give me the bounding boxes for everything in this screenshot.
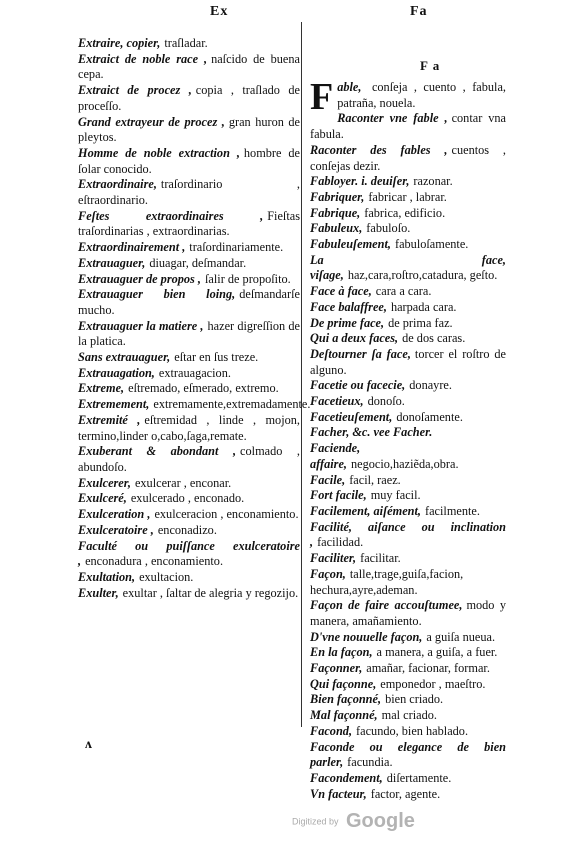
dictionary-entry (310, 661, 506, 677)
entry-headword: able, (337, 80, 362, 94)
entry-headword: Facile, (310, 472, 346, 487)
dictionary-entry (310, 284, 506, 300)
entry-headword: Facetie ou facecie, (310, 378, 406, 393)
section-title: F a (420, 58, 441, 73)
entry-translation: donoſamente. (396, 409, 463, 424)
dictionary-entry (310, 221, 506, 237)
entry-translation: harpada cara. (390, 299, 457, 314)
entry-headword: Facher, &c. vee Facher. (310, 425, 433, 440)
dictionary-entry (78, 146, 300, 177)
dictionary-entry (310, 206, 506, 222)
entry-headword: Extrauaguer la matiere , (78, 318, 204, 333)
first-entry (310, 76, 507, 118)
dictionary-entry (78, 586, 300, 602)
entry-translation: exultar , ſaltar de alegria y regozijo. (122, 585, 299, 600)
entry-headword: Exulceration , (78, 507, 151, 522)
dictionary-entry (310, 473, 506, 489)
entry-headword: Facilité, aiſance ou inclination , (310, 519, 506, 550)
entry-headword: Qui a deux faces, (310, 331, 399, 346)
entry-translation: diſertamente. (386, 770, 452, 785)
entry-headword: Mal façonné, (310, 708, 378, 723)
dictionary-entry (310, 394, 506, 410)
entry-headword: Extrauaguer de propos , (78, 271, 201, 286)
entry-translation: facilmente. (425, 503, 480, 518)
entry-headword: Facetieux, (310, 394, 364, 409)
dictionary-entry (78, 36, 300, 52)
entry-headword: Sans extrauaguer, (78, 350, 171, 365)
entry-headword: Fabriquer, (310, 189, 365, 204)
entry-translation: ſalir de propoſito. (205, 271, 291, 286)
dictionary-entry (310, 316, 506, 332)
entry-translation: facilitar. (360, 551, 401, 566)
dictionary-entry (310, 174, 506, 190)
entry-translation: a manera, a guiſa, a fuer. (376, 645, 498, 660)
entry-headword: Grand extrayeur de procez , (78, 114, 225, 129)
entry-translation: facundia. (347, 755, 393, 770)
entry-headword: Fabuleux, (310, 221, 363, 236)
dictionary-entry (310, 724, 506, 740)
entry-headword: Raconter vne fable , (337, 111, 448, 126)
entry-headword: Faciende, affaire, (310, 441, 361, 471)
entry-translation: razonar. (413, 174, 453, 189)
entry-translation: diuagar, deſmandar. (149, 255, 247, 270)
entry-headword: Extraordinaire, (78, 177, 157, 192)
dictionary-entry (310, 692, 506, 708)
dictionary-entry (78, 240, 300, 256)
entry-translation: hombre de ſolar conocido. (78, 145, 300, 176)
entry-headword: Extremement, (78, 397, 150, 412)
dictionary-entry (78, 523, 300, 539)
entry-translation: de prima faz. (388, 315, 453, 330)
entry-translation: haz,cara,roſtro,catadura, geſto. (347, 268, 498, 283)
entry-translation: de dos caras. (402, 331, 466, 346)
dictionary-entry (310, 551, 506, 567)
dictionary-entry (310, 111, 506, 142)
dictionary-entry (78, 350, 300, 366)
dictionary-entry (78, 115, 300, 146)
left-column (78, 36, 311, 601)
entry-headword: Fabrique, (310, 205, 361, 220)
dictionary-entry (310, 237, 506, 253)
entry-translation: donayre. (409, 378, 452, 393)
dictionary-entry (310, 598, 506, 629)
dictionary-entry (78, 413, 300, 444)
entry-translation: modo y manera, amañamiento. (310, 598, 506, 628)
entry-translation: traſordinariamente. (189, 240, 284, 255)
entry-headword: Feſtes extraordinaires , (78, 208, 264, 223)
entry-headword: Exulceratoire , (78, 522, 154, 537)
dictionary-entry (78, 256, 300, 272)
dictionary-entry (310, 410, 506, 426)
dictionary-entry (310, 630, 506, 646)
entry-headword: Extreme, (78, 381, 125, 396)
entry-translation: conſeja , cuento , fabula, patraña, nouela. (337, 80, 507, 110)
google-logo: Google (345, 810, 415, 832)
dictionary-entry (310, 425, 506, 441)
dictionary-entry (78, 444, 300, 475)
entry-translation: bien criado. (385, 692, 444, 707)
dictionary-entry (78, 319, 300, 350)
dictionary-entry (310, 300, 506, 316)
dictionary-entry (78, 366, 300, 382)
entry-headword: Extraire, copier, (78, 36, 161, 50)
dictionary-entry (310, 347, 506, 378)
entry-headword: Facond, (310, 723, 353, 738)
entry-headword: Faconde ou elegance de bien parler, (310, 739, 506, 770)
entry-translation: fabuloſo. (366, 221, 411, 236)
entry-headword: Faculté ou puiſſance exulceratoire , (78, 538, 300, 569)
running-head-right: Fa (410, 4, 428, 19)
entry-headword: Fort facile, (310, 488, 367, 503)
dictionary-entry (310, 520, 506, 551)
dictionary-entry (78, 83, 300, 114)
entry-headword: Qui façonne, (310, 676, 377, 691)
entry-translation: mal criado. (381, 708, 437, 723)
dictionary-entry (310, 253, 506, 284)
entry-headword: Extraict de noble race , (78, 51, 208, 66)
entry-translation: deſmandarſe mucho. (78, 287, 300, 317)
entry-headword: Façon, (310, 566, 346, 581)
dictionary-entry (310, 143, 506, 174)
entry-translation: eſtar en ſus treze. (174, 350, 259, 365)
entry-translation: eſtremidad , linde , mojon, termino,linder o,cabo,ſaga,remate. (78, 412, 300, 443)
entry-translation: extremamente,extremadamente. (153, 397, 311, 412)
dictionary-entry (310, 331, 506, 347)
entry-translation: exulcerar , enconar. (134, 475, 232, 490)
entry-translation: exulcerado , enconado. (130, 491, 245, 506)
digitized-watermark (292, 810, 415, 833)
dictionary-entry (78, 476, 300, 492)
entry-translation: traſordinario , eſtraordinario. (78, 177, 300, 208)
dictionary-entry (310, 740, 506, 771)
entry-translation: contar vna fabula. (310, 111, 506, 142)
running-head-left: Ex (210, 4, 229, 19)
entry-headword: Exulter, (78, 585, 119, 600)
entry-translation: naſcido de buena cepa. (78, 51, 300, 82)
dictionary-entry (78, 570, 300, 586)
entry-translation: gran huron de pleytos. (78, 114, 301, 145)
entry-translation: Fieſtas traſordinarias , extraordinarias. (78, 208, 300, 239)
entry-translation: fabricar , labrar. (368, 189, 447, 204)
entry-headword: En la façon, (310, 645, 373, 660)
entry-translation: facil, raez. (349, 472, 401, 487)
entry-translation: copia , traſlado de proceſſo. (78, 83, 300, 113)
entry-headword: Extrauagation, (78, 365, 155, 380)
dictionary-entry (310, 787, 506, 803)
ink-mark: ʌ (85, 737, 92, 752)
entry-translation: enconadizo. (157, 522, 217, 537)
dictionary-entry (78, 177, 300, 208)
right-column (310, 58, 506, 802)
dictionary-entry (310, 488, 506, 504)
entry-translation: exulceracion , enconamiento. (154, 507, 299, 522)
entry-translation: a guiſa nueua. (426, 629, 496, 644)
dictionary-entry (78, 209, 300, 240)
column-divider (301, 22, 302, 727)
entry-headword: Exultation, (78, 569, 136, 584)
entry-headword: Facondement, (310, 770, 383, 785)
entry-headword: Raconter des fables , (310, 142, 448, 157)
entry-headword: La face, viſage, (310, 252, 506, 283)
entry-headword: Bien façonné, (310, 692, 382, 707)
entry-headword: Face balaffree, (310, 299, 387, 314)
entry-translation: amañar, facionar, formar. (366, 661, 490, 676)
entry-headword: Façon de faire accouſtumee, (310, 598, 463, 613)
entry-translation: fabrica, edificio. (364, 205, 446, 220)
dictionary-entry (78, 52, 300, 83)
dictionary-entry (78, 539, 300, 570)
entry-headword: Facetieuſement, (310, 409, 393, 424)
entry-translation: emponedor , maeſtro. (380, 676, 486, 691)
entry-translation: colmado , abundoſo. (78, 444, 300, 474)
entry-translation: factor, agente. (370, 786, 441, 801)
dictionary-entry (310, 708, 506, 724)
dictionary-entry (78, 287, 300, 318)
entry-translation: torcer el roſtro de alguno. (310, 346, 506, 377)
entry-headword: Fabloyer. i. deuiſer, (310, 174, 410, 189)
entry-translation: exultacion. (139, 569, 194, 584)
dictionary-entry (78, 491, 300, 507)
entry-translation: cara a cara. (375, 284, 432, 299)
dictionary-entry (310, 677, 506, 693)
entry-translation: facilidad. (317, 535, 364, 550)
dictionary-entry (78, 381, 300, 397)
entry-headword: Extrauaguer bien loing, (78, 287, 236, 302)
entry-headword: Facilement, aiſément, (310, 503, 421, 518)
dictionary-entry (78, 272, 300, 288)
entry-headword: Fabuleuſement, (310, 237, 391, 252)
dictionary-entry (78, 507, 300, 523)
entry-headword: Exuberant & abondant , (78, 444, 237, 459)
entry-headword: Extrauaguer, (78, 255, 146, 270)
entry-headword: Homme de noble extraction , (78, 145, 240, 160)
dictionary-entry (310, 504, 506, 520)
entry-headword: Exulcerer, (78, 475, 131, 490)
entry-headword: Vn facteur, (310, 786, 367, 801)
entry-translation: eſtremado, eſmerado, extremo. (128, 381, 279, 396)
dictionary-entry (310, 441, 506, 472)
entry-headword: Extraordinairement , (78, 240, 186, 255)
entry-translation: hazer digreſſion de la platica. (78, 318, 300, 349)
entry-headword: Faciliter, (310, 551, 357, 566)
entry-headword: Exulceré, (78, 491, 127, 506)
entry-translation: donoſo. (367, 394, 405, 409)
entry-translation: cuentos , conſejas dezir. (310, 142, 506, 173)
drop-cap: F (310, 76, 334, 118)
entry-headword: De prime face, (310, 315, 385, 330)
entry-headword: Face à face, (310, 284, 372, 299)
entry-translation: negocio,haziẽda,obra. (351, 456, 459, 471)
dictionary-entry (78, 397, 311, 413)
entry-headword: Extremité , (78, 412, 141, 427)
dictionary-entry (310, 190, 506, 206)
entry-translation: fabuloſamente. (394, 237, 469, 252)
digitized-by-text: Digitized by (292, 816, 339, 827)
entry-translation: talle,trage,guiſa,facion, hechura,ayre,ademan. (310, 566, 464, 597)
dictionary-entry (310, 567, 506, 598)
entry-headword: D'vne nouuelle façon, (310, 629, 423, 644)
entry-translation: extrauagacion. (158, 365, 231, 380)
entry-translation: facundo, bien hablado. (356, 723, 469, 738)
entry-headword: Deſtourner ſa face, (310, 346, 411, 361)
entry-headword: Façonner, (310, 661, 363, 676)
entry-translation: enconadura , enconamiento. (85, 554, 224, 569)
entry-translation: traſladar. (164, 36, 208, 50)
dictionary-entry (310, 378, 506, 394)
dictionary-entry (310, 771, 506, 787)
dictionary-entry (310, 645, 506, 661)
entry-translation: muy facil. (370, 488, 421, 503)
entry-headword: Extraict de procez , (78, 83, 192, 98)
